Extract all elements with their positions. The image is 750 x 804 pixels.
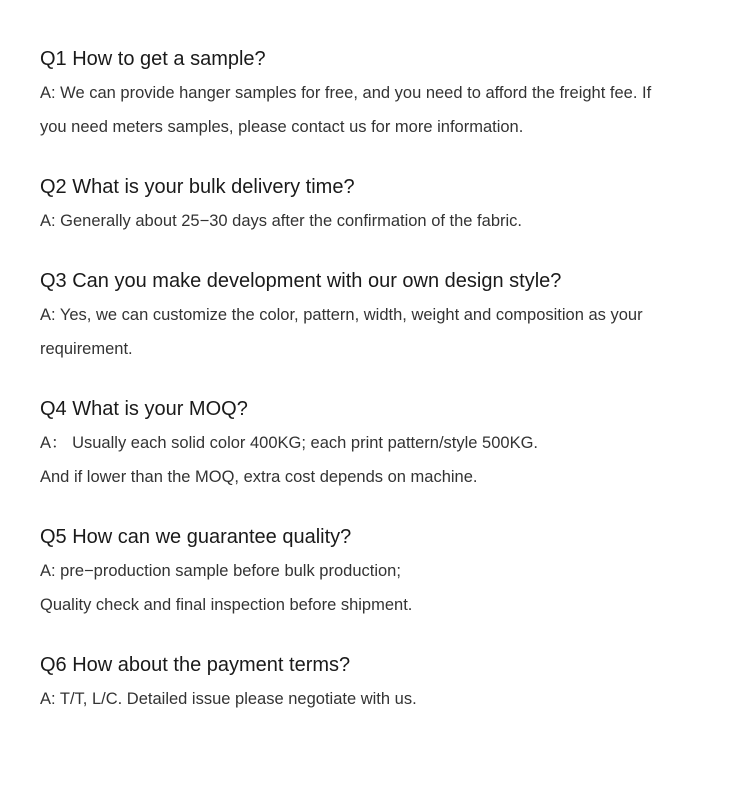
answer-q3 xyxy=(40,298,730,366)
answer-q6 xyxy=(40,682,730,716)
faq-item-q2 xyxy=(40,172,730,238)
faq-item-q6 xyxy=(40,650,730,716)
answer-line: you need meters samples, please contact us for more information. xyxy=(40,118,524,136)
answer-line: A: pre−production sample before bulk production; xyxy=(40,562,401,580)
answer-line: A: T/T, L/C. Detailed issue please negotiate with us. xyxy=(40,690,417,708)
answer-line: Quality check and final inspection before shipment. xyxy=(40,596,413,614)
answer-line: A： Usually each solid color 400KG; each print pattern/style 500KG. xyxy=(40,434,539,452)
answer-q4 xyxy=(40,426,730,494)
answer-q1 xyxy=(40,76,730,144)
faq-item-q3 xyxy=(40,266,730,366)
question-q5: Q5 How can we guarantee quality? xyxy=(40,526,352,548)
answer-line: A: We can provide hanger samples for free, and you need to afford the freight fee. If xyxy=(40,84,652,102)
question-q2: Q2 What is your bulk delivery time? xyxy=(40,176,355,198)
answer-line: A: Generally about 25−30 days after the confirmation of the fabric. xyxy=(40,212,522,230)
answer-q5 xyxy=(40,554,730,622)
question-q6: Q6 How about the payment terms? xyxy=(40,654,351,676)
question-q1: Q1 How to get a sample? xyxy=(40,48,266,70)
answer-line: requirement. xyxy=(40,340,133,358)
faq-item-q1 xyxy=(40,44,730,144)
question-q3: Q3 Can you make development with our own design style? xyxy=(40,270,562,292)
faq-item-q4 xyxy=(40,394,730,494)
faq-item-q5 xyxy=(40,522,730,622)
answer-line: A: Yes, we can customize the color, pattern, width, weight and composition as your xyxy=(40,306,643,324)
faq-list xyxy=(40,44,730,744)
question-q4: Q4 What is your MOQ? xyxy=(40,398,248,420)
answer-line: And if lower than the MOQ, extra cost depends on machine. xyxy=(40,468,478,486)
answer-q2 xyxy=(40,204,730,238)
